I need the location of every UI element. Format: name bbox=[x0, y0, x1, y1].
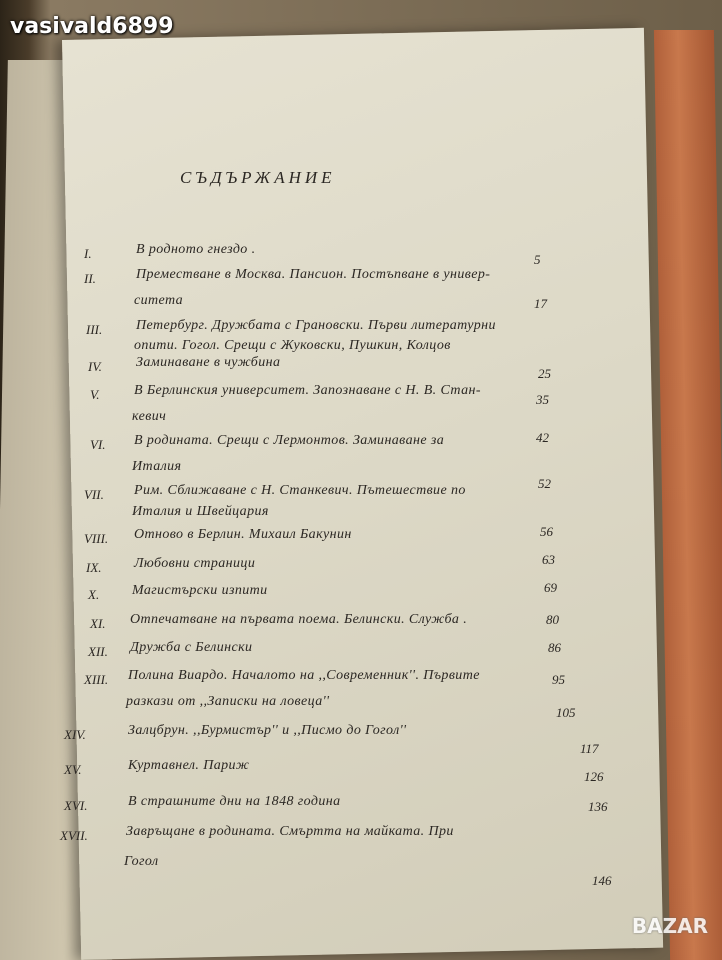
chapter-title-line: Отново в Берлин. Михаил Бакунин bbox=[134, 527, 352, 542]
chapter-title-line: В родината. Срещи с Лермонтов. Заминаване за bbox=[134, 433, 445, 448]
chapter-title-line: Дружба с Белински bbox=[130, 640, 253, 655]
chapter-title-line: В страшните дни на 1848 година bbox=[128, 794, 341, 809]
chapter-number: VI. bbox=[90, 437, 106, 452]
chapter-title-line: ситета bbox=[134, 293, 184, 308]
chapter-title-line: Отпечатване на първата поема. Белински. Служба . bbox=[130, 612, 468, 627]
chapter-number: XIV. bbox=[64, 727, 86, 742]
chapter-title-line: Залцбрун. ,,Бурмистър'' и ,,Писмо до Гогол'' bbox=[128, 723, 407, 738]
chapter-title-line: Гогол bbox=[124, 854, 159, 869]
page-number: 17 bbox=[534, 296, 547, 311]
chapter-number: XIII. bbox=[84, 672, 109, 687]
chapter-title-line: Заминаване в чужбина bbox=[136, 355, 281, 370]
bazar-logo: BAZAR bbox=[631, 914, 708, 938]
chapter-number: IV. bbox=[88, 359, 102, 374]
page-title: СЪДЪРЖАНИЕ bbox=[180, 168, 336, 187]
page-number: 86 bbox=[548, 640, 561, 655]
chapter-title-line: Петербург. Дружбата с Грановски. Първи литературни bbox=[136, 318, 496, 333]
chapter-title-line: Италия bbox=[132, 459, 182, 474]
page-number: 5 bbox=[534, 252, 541, 267]
page-number: 63 bbox=[542, 552, 555, 567]
page-number: 126 bbox=[584, 769, 604, 784]
chapter-title-line: Магистърски изпити bbox=[132, 583, 268, 598]
page-number: 69 bbox=[544, 580, 557, 595]
chapter-title-line: В родното гнездо . bbox=[136, 242, 256, 257]
chapter-number: XVI. bbox=[64, 798, 88, 813]
page-number: 52 bbox=[538, 476, 551, 491]
page-number: 35 bbox=[536, 392, 549, 407]
chapter-number: III. bbox=[86, 322, 103, 337]
chapter-title-line: Преместване в Москва. Пансион. Постъпване в универ- bbox=[136, 267, 491, 282]
chapter-title-line: Италия и Швейцария bbox=[132, 504, 269, 519]
chapter-number: VIII. bbox=[84, 531, 109, 546]
chapter-title-line: Завръщане в родината. Смъртта на майката. При bbox=[126, 824, 454, 839]
chapter-number: II. bbox=[84, 271, 96, 286]
chapter-title-line: разкази от ,,Записки на ловеца'' bbox=[126, 694, 330, 709]
chapter-title-line: Куртавнел. Париж bbox=[128, 758, 250, 773]
chapter-number: X. bbox=[88, 587, 100, 602]
page-number: 105 bbox=[556, 705, 576, 720]
chapter-number: XI. bbox=[90, 616, 106, 631]
page-number: 117 bbox=[580, 741, 599, 756]
page-number: 42 bbox=[536, 430, 549, 445]
page-number: 80 bbox=[546, 612, 559, 627]
chapter-number: V. bbox=[90, 387, 100, 402]
page-number: 136 bbox=[588, 799, 608, 814]
chapter-title-line: опити. Гогол. Срещи с Жуковски, Пушкин, Колцов bbox=[134, 338, 451, 353]
chapter-title-line: Рим. Сближаване с Н. Станкевич. Пътешествие по bbox=[134, 483, 466, 498]
chapter-number: VII. bbox=[84, 487, 104, 502]
chapter-title-line: Полина Виардо. Началото на ,,Современник''. Първите bbox=[128, 668, 480, 683]
page-number: 25 bbox=[538, 366, 551, 381]
chapter-number: XII. bbox=[88, 644, 108, 659]
chapter-number: IX. bbox=[86, 560, 102, 575]
page-number: 56 bbox=[540, 524, 553, 539]
seller-watermark: vasivald6899 bbox=[10, 14, 174, 39]
page-number: 146 bbox=[592, 873, 612, 888]
chapter-number: XV. bbox=[64, 762, 82, 777]
chapter-number: I. bbox=[84, 246, 92, 261]
chapter-title-line: кевич bbox=[132, 409, 167, 424]
chapter-title-line: В Берлинския университет. Запознаване с Н. В. Стан- bbox=[134, 383, 481, 398]
chapter-number: XVII. bbox=[60, 828, 88, 843]
page-number: 95 bbox=[552, 672, 565, 687]
chapter-title-line: Любовни страници bbox=[134, 556, 256, 571]
